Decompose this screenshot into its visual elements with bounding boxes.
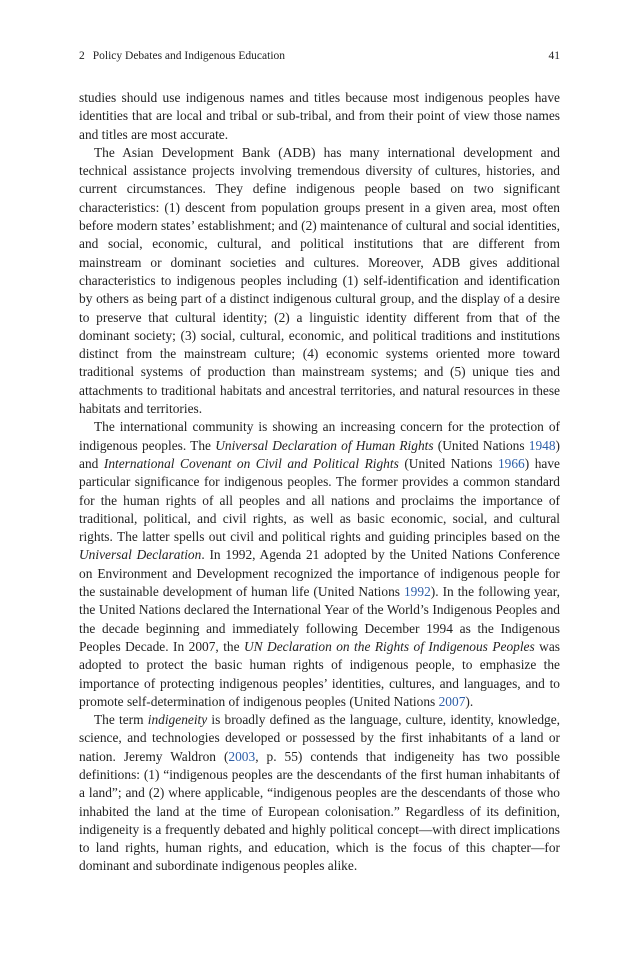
text-run: The term [94,712,148,728]
paragraph [79,144,560,418]
text-run: (United Nations [398,455,498,471]
italic-title: Universal Declaration of Human Rights [215,437,434,453]
text-run: ) have particular significance for indigenous peoples. The former provides a common standard for the human rights of all peoples and all nations and proclaims the importance of traditional, political, and civil rights, as well as basic economic, social, and cultural rights. The latter spells out civil and political rights and guiding principles based on the [79,455,560,545]
italic-title: UN Declaration on the Rights of Indigenous Peoples [244,638,535,654]
running-title: Policy Debates and Indigenous Education [92,50,286,62]
book-page [79,48,560,876]
paragraph [79,711,560,876]
text-run: The international community is showing an increasing concern for the protection of indigenous peoples. The [79,419,560,453]
italic-title: International Covenant on Civil and Political Rights [103,455,399,471]
text-run: ) and [79,437,561,471]
citation-year-link[interactable]: 1948 [528,437,556,453]
citation-year-link[interactable]: 1966 [497,455,525,471]
paragraph [79,418,560,711]
italic-title: indigeneity [147,712,208,728]
text-run: (United Nations [433,437,529,453]
page-number: 41 [548,50,560,62]
text-run: , p. 55) contends that indigeneity has two possible definitions: (1) “indigenous peoples are the descendants of the first human inhabitants of a land”; and (2) where applicable, “indigenous peoples are the descendants of those who inhabited the land at the time of European colonisation.” Regardless of its definition, indigeneity is a frequently debated and highly political concept—with direct implications to land rights, human rights, and education, which is the focus of this chapter—for dominant and subordinate indigenous peoples alike. [79,748,560,874]
text-run: ). [465,693,474,709]
paragraph [79,89,560,144]
text-run: is broadly defined as the language, culture, identity, knowledge, science, and technologies developed or possessed by the first inhabitants of a land or nation. Jeremy Waldron ( [79,712,560,764]
citation-year-link[interactable]: 1992 [403,584,431,600]
citation-year-link[interactable]: 2007 [438,693,466,709]
text-run: The Asian Development Bank (ADB) has many international development and technical assistance projects involving tremendous diversity of cultures, histories, and current circumstances. They define indigenous people based on two significant characteristics: (1) descent from population groups present in a given area, most often before modern states’ establishment; and (2) maintenance of cultural and social identities, and social, economic, cultural, and political institutions that are different from mainstream or dominant societies and cultures. Moreover, ADB gives additional characteristics to indigenous peoples including (1) self-identification and identification by others as being part of a distinct indigenous cultural group, and the display of a desire to preserve that cultural identity; (2) a linguistic identity different from that of the dominant society; (3) social, cultural, economic, and political traditions and institutions distinct from the mainstream culture; (4) economic systems oriented more toward traditional systems of production than mainstream systems; and (5) unique ties and attachments to traditional habitats and ancestral territories, and natural resources in these habitats and territories. [79,144,560,417]
text-run: ). In the following year, the United Nations declared the International Year of the World’s Indigenous Peoples and the decade beginning and immediately following December 1994 as the Indigenous Peoples Decade. In 2007, the [79,584,560,654]
italic-title: Universal Declaration [79,547,202,563]
citation-year-link[interactable]: 2003 [228,748,256,764]
running-header [79,48,560,64]
text-run: . In 1992, Agenda 21 adopted by the United Nations Conference on Environment and Development recognized the importance of indigenous people for the sustainable development of human life (United Nations [79,547,560,600]
running-header-left [79,48,285,64]
chapter-number: 2 [79,50,85,62]
body-text [79,89,560,876]
text-run: was adopted to protect the basic human rights of indigenous people, to emphasize the importance of protecting indigenous peoples’ identities, cultures, and languages, and to promote self-determination of indigenous peoples (United Nations [79,638,560,709]
text-run: studies should use indigenous names and titles because most indigenous peoples have identities that are local and tribal or sub-tribal, and from their point of view those names and titles are most accurate. [79,90,560,142]
